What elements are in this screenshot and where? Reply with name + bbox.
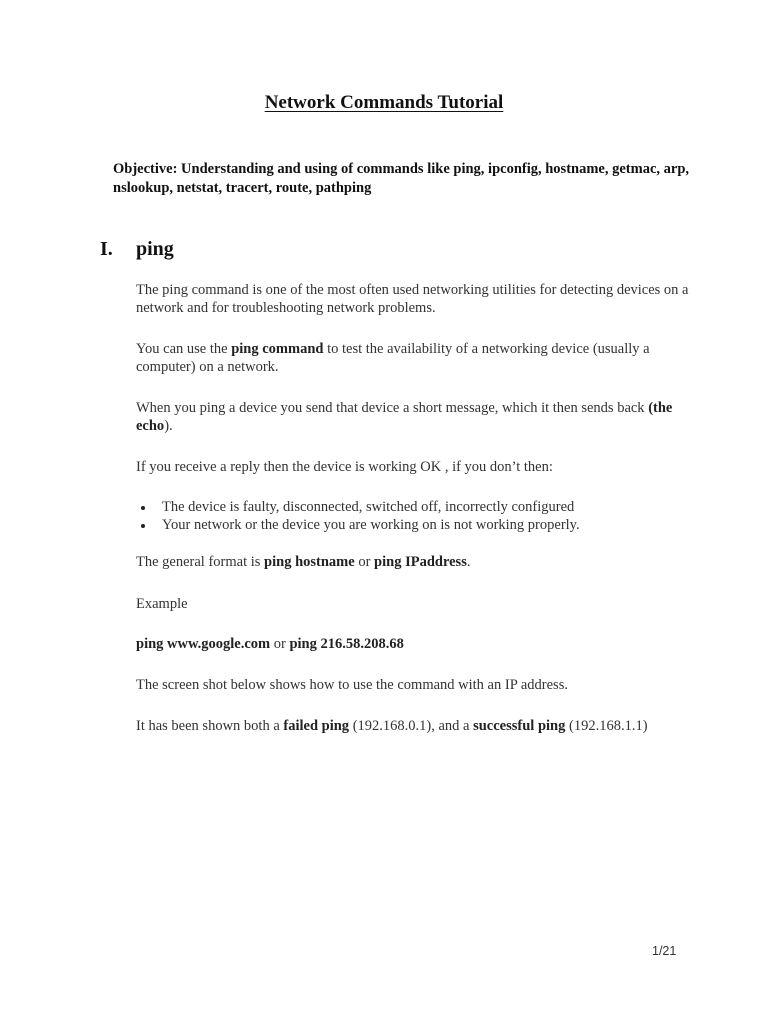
paragraph-format: The general format is ping hostname or ping IPaddress.: [136, 554, 471, 570]
page-title: Network Commands Tutorial: [264, 92, 504, 113]
list-item: Your network or the device you are working on is not working properly.: [136, 517, 696, 535]
objective-text: Objective: Understanding and using of commands like ping, ipconfig, hostname, getmac, arp, nslookup, netstat, tracert, route, pathping: [113, 161, 690, 196]
paragraph-shown: It has been shown both a failed ping (192.168.0.1), and a successful ping (192.168.1.1): [136, 718, 648, 734]
example-label: Example: [136, 596, 188, 612]
paragraph-reply: If you receive a reply then the device is working OK , if you don’t then:: [136, 459, 553, 475]
paragraph-echo: When you ping a device you send that device a short message, which it then sends back (the echo).: [136, 400, 673, 434]
paragraph-intro: The ping command is one of the most often used networking utilities for detecting devices on a network and for troubleshooting network problems.: [136, 282, 689, 316]
section-heading: ping: [136, 238, 174, 260]
section-number: I.: [100, 238, 113, 260]
list-item: The device is faulty, disconnected, switched off, incorrectly configured: [136, 499, 696, 517]
page-number: 1/21: [652, 944, 677, 958]
paragraph-usage: You can use the ping command to test the availability of a networking device (usually a computer) on a network.: [136, 341, 650, 375]
paragraph-screenshot-note: The screen shot below shows how to use the command with an IP address.: [136, 677, 568, 693]
failure-reasons-list: [136, 499, 696, 534]
example-commands: ping www.google.com or ping 216.58.208.68: [136, 636, 404, 652]
